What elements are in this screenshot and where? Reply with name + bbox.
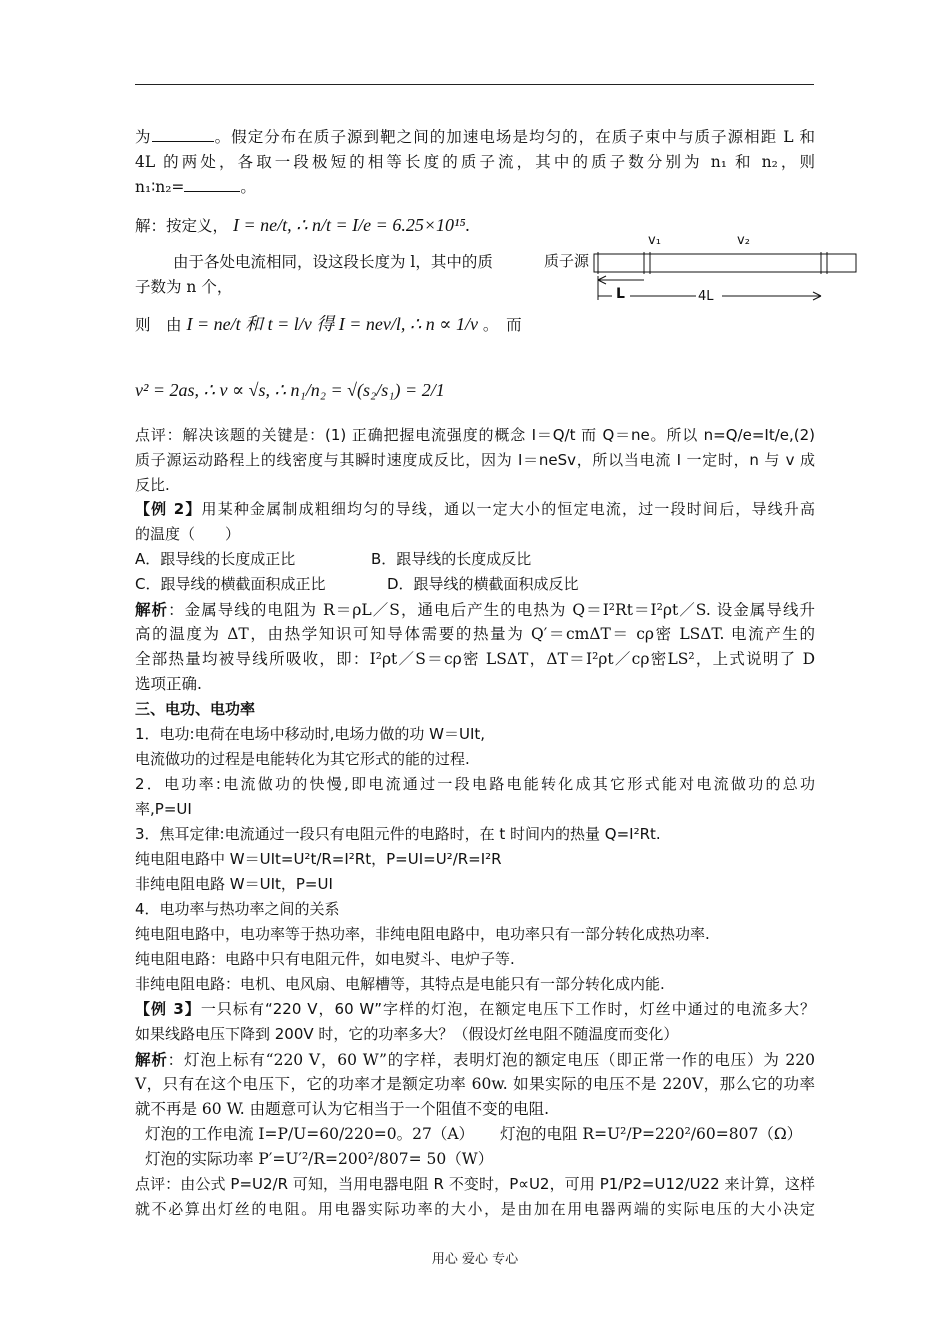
example3-analysis-line3: 就不再是 60 W. 由题意可认为它相当于一个阻值不变的电阻. bbox=[135, 1100, 550, 1118]
comment1-line3: 反比. bbox=[135, 476, 170, 494]
solution-eq2-row: 则 由 I = ne/t 和 t = l/v 得 I = nev/l, ∴ n ∝ 1/v 。 而 bbox=[135, 314, 522, 334]
beam-tube bbox=[594, 254, 856, 272]
section3-item: 电流做功的过程是电能转化为其它形式的能的过程. bbox=[135, 750, 470, 768]
section3-item: 4．电功率与热功率之间的关系 bbox=[135, 900, 340, 918]
analysis-label: 解析 bbox=[135, 1050, 168, 1069]
option-d: D．跟导线的横截面积成反比 bbox=[387, 575, 579, 593]
solution-para1 bbox=[135, 250, 525, 300]
answer-blank-1 bbox=[152, 125, 214, 142]
section3-item: 2．电功率:电流做功的快慢,即电流通过一段电路电能转化成其它形式能对电流做功的总功 bbox=[135, 775, 815, 793]
answer-blank-2 bbox=[184, 175, 240, 192]
comment1-line2: 质子源运动路程上的线密度与其瞬时速度成反比，因为 I＝neSv，所以当电流 I 一定时，n 与 v 成 bbox=[135, 451, 815, 469]
section3-item: 纯电阻电路中，电功率等于热功率，非纯电阻电路中，电功率只有一部分转化成热功率. bbox=[135, 925, 710, 943]
example2-block bbox=[135, 497, 815, 597]
example3-analysis bbox=[135, 1047, 815, 1172]
option-b: B．跟导线的长度成反比 bbox=[371, 550, 532, 568]
section3-heading: 三、电功、电功率 bbox=[135, 700, 256, 718]
section3-block bbox=[135, 697, 815, 997]
example2-analysis bbox=[135, 597, 815, 697]
header-rule bbox=[135, 84, 814, 85]
intro-line-2: 4L 的两处，各取一段极短的相等长度的质子流，其中的质子数分别为 n₁ 和 n₂，则 bbox=[135, 153, 815, 171]
example2-analysis-line3: 全部热量均被导线所吸收，即：I²ρt／S＝cρ密 LSΔT，ΔT＝I²ρt／cρ密LS²，上式说明了 D bbox=[135, 650, 815, 668]
section3-item: 纯电阻电路：电路中只有电阻元件，如电熨斗、电炉子等. bbox=[135, 950, 515, 968]
calc-current: 灯泡的工作电流 I=P/U=60/220=0。27（A） bbox=[145, 1125, 475, 1143]
section3-item: 率,P=UI bbox=[135, 800, 192, 818]
solution-label: 解：按定义， bbox=[135, 217, 229, 235]
example2-analysis-line4: 选项正确. bbox=[135, 675, 202, 693]
section3-item: 非纯电阻电路 W＝UIt，P=UI bbox=[135, 875, 333, 893]
solution-para1-line1: 由于各处电流相同，设这段长度为 l，其中的质 bbox=[173, 253, 493, 271]
section3-item: 纯电阻电路中 W＝UIt=U²t/R=I²Rt，P=UI=U²/R=I²R bbox=[135, 850, 502, 868]
example2-tag: 【例 2】 bbox=[135, 500, 202, 518]
section3-item: 非纯电阻电路：电机、电风扇、电解槽等，其特点是电能只有一部分转化成内能. bbox=[135, 975, 665, 993]
example3-tag: 【例 3】 bbox=[135, 1000, 201, 1018]
example3-block bbox=[135, 997, 815, 1047]
example2-options-cd bbox=[135, 572, 815, 597]
intro-line-1: 为 。假定分布在质子源到靶之间的加速电场是均匀的，在质子束中与质子源相距 L 和 bbox=[135, 125, 815, 150]
intro-line-3: n₁∶n₂= 。 bbox=[135, 175, 815, 200]
label-v1: v₁ bbox=[648, 233, 661, 248]
option-a: A．跟导线的长度成正比 bbox=[135, 550, 296, 568]
example2-analysis-line1: 解析：金属导线的电阻为 R＝ρL／S，通电后产生的电热为 Q＝I²Rt＝I²ρt／S. 设金属导线升 bbox=[135, 600, 815, 619]
option-c: C．跟导线的横截面积成正比 bbox=[135, 575, 326, 593]
example3-comment-line1: 点评：由公式 P=U2/R 可知，当用电器电阻 R 不变时，P∝U2，可用 P1/P2=U12/U22 来计算，这样 bbox=[135, 1175, 815, 1193]
solution-para1-line2: 子数为 n 个， bbox=[135, 278, 233, 296]
section3-item: 3．焦耳定律:电流通过一段只有电阻元件的电路时，在 t 时间内的热量 Q=I²Rt. bbox=[135, 825, 661, 843]
section3-item: 1．电功:电荷在电场中移动时,电场力做的功 W＝UIt, bbox=[135, 725, 486, 743]
intro-block bbox=[135, 125, 815, 200]
comment1-block bbox=[135, 423, 815, 498]
label-L: L bbox=[616, 286, 625, 302]
page-footer: 用心 爱心 专心 bbox=[431, 1252, 519, 1267]
example3-line1: 【例 3】一只标有“220 V，60 W”字样的灯泡，在额定电压下工作时，灯丝中通过的电流多大？ bbox=[135, 1000, 815, 1018]
calc-power: 灯泡的实际功率 P′=U′²/R=200²/807= 50（W） bbox=[145, 1150, 494, 1168]
equation-current-definition: I = ne/t, ∴ n/t = I/e = 6.25×10¹⁵. bbox=[232, 215, 471, 235]
comment1-line1: 点评：解决该题的关键是：(1) 正确把握电流强度的概念 I＝Q/t 而 Q＝ne。所以 n=Q/e=It/e,(2) bbox=[135, 426, 815, 444]
label-4L: 4L bbox=[698, 289, 714, 304]
calc-resistance: 灯泡的电阻 R=U²/P=220²/60=807（Ω） bbox=[500, 1125, 803, 1143]
example3-comment-line2: 就不必算出灯丝的电阻。用电器实际功率的大小，是由加在用电器两端的实际电压的大小决定 bbox=[135, 1200, 815, 1218]
example2-analysis-line2: 高的温度为 ΔT，由热学知识可知导体需要的热量为 Q′＝cmΔT＝ cρ密 LSΔT. 电流产生的 bbox=[135, 625, 815, 643]
example3-analysis-line2: V，只有在这个电压下，它的功率才是额定功率 60w. 如果实际的电压不是 220V，那么它的功率 bbox=[135, 1075, 815, 1093]
example3-comment bbox=[135, 1172, 815, 1222]
example2-line1: 【例 2】用某种金属制成粗细均匀的导线，通以一定大小的恒定电流，过一段时间后，导线升高 bbox=[135, 500, 815, 518]
proton-beam-figure bbox=[540, 228, 860, 310]
equation-density-velocity: I = ne/t 和 t = l/v 得 I = nev/l, ∴ n ∝ 1/v bbox=[186, 314, 478, 334]
example3-analysis-line1: 解析：灯泡上标有“220 V，60 W”的字样，表明灯泡的额定电压（即正常一作的电压）为 220 bbox=[135, 1050, 815, 1069]
solution-eq3-row bbox=[135, 365, 815, 416]
example2-options-ab bbox=[135, 547, 815, 572]
example3-line2: 如果线路电压下降到 200V 时，它的功率多大？（假设灯丝电阻不随温度而变化） bbox=[135, 1025, 679, 1043]
label-v2: v₂ bbox=[737, 233, 750, 248]
analysis-label: 解析 bbox=[135, 600, 169, 619]
equation-ratio: v² = 2as, ∴ v ∝ √s, ∴ n₁/n₂ = √(s₂/s₁) = 2/1 bbox=[135, 380, 445, 400]
label-proton-source: 质子源 bbox=[544, 252, 590, 270]
example3-calc-row bbox=[135, 1122, 815, 1147]
example2-line2: 的温度（ ） bbox=[135, 525, 241, 543]
